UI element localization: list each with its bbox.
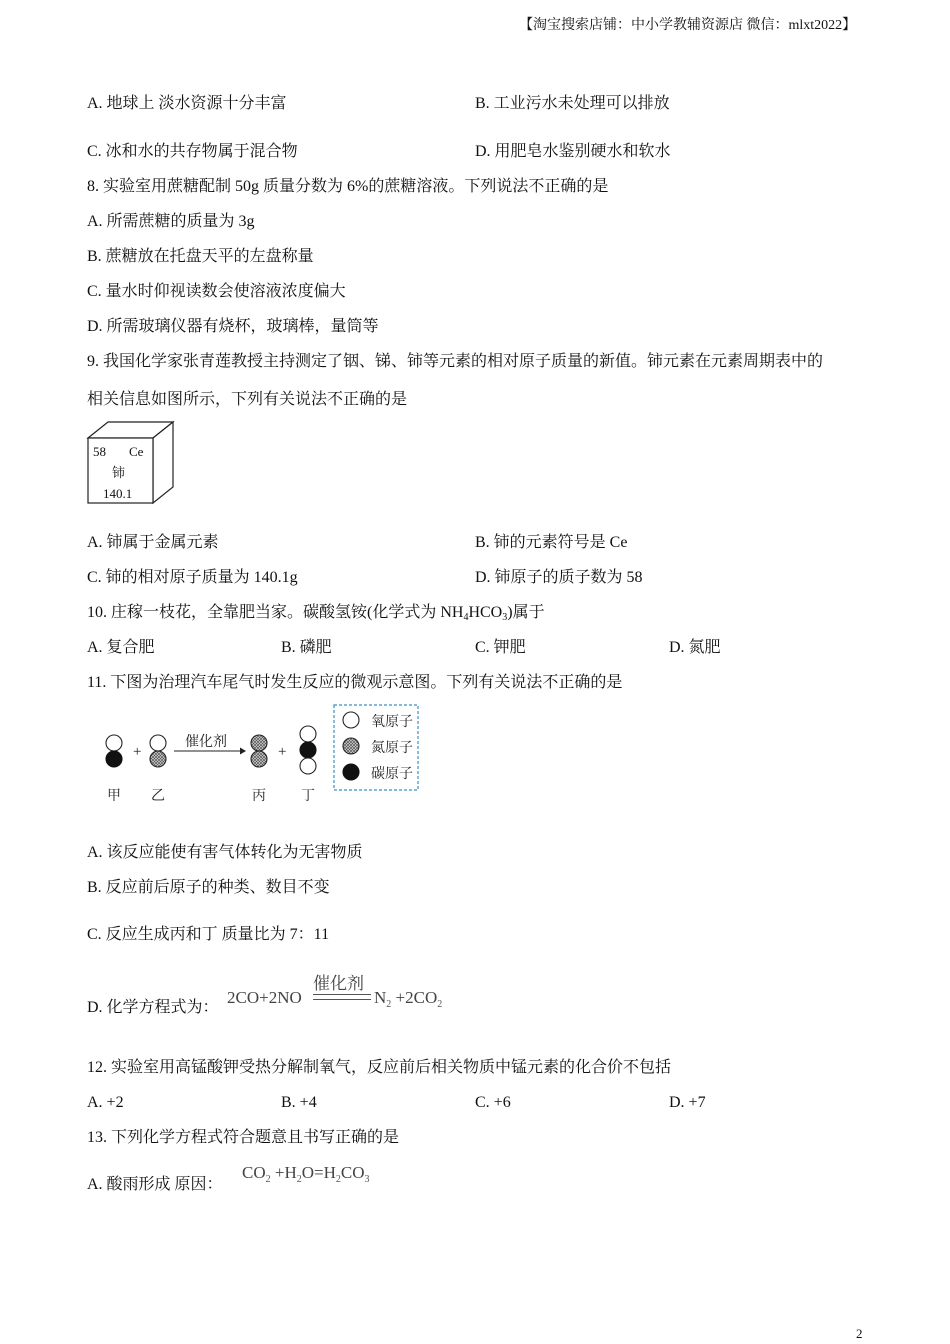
element-cell-figure — [86, 420, 178, 508]
eq13-co3-sub: 3 — [364, 1174, 370, 1185]
eq13-co: CO — [242, 1163, 266, 1182]
q11-option-d-equation-left: 2CO+2NO — [227, 988, 302, 1007]
q8-option-b: B. 蔗糖放在托盘天平的左盘称量 — [87, 248, 314, 265]
molecule-co — [106, 735, 122, 767]
legend-carbon-label: 碳原子 — [371, 767, 413, 782]
q9-option-d: D. 铈原子的质子数为 58 — [475, 569, 643, 586]
eq13-co-sub: 2 — [265, 1174, 271, 1185]
molecule-n2 — [251, 735, 267, 767]
legend-oxygen-symbol — [343, 712, 359, 728]
reaction-diagram — [90, 700, 430, 810]
q11-option-c: C. 反应生成丙和丁 质量比为 7：11 — [87, 926, 330, 943]
q9-stem-line1: 9. 我国化学家张青莲教授主持测定了铟、锑、铈等元素的相对原子质量的新值。铈元素在元素周期表中的 — [87, 353, 824, 370]
catalyst-label: 催化剂 — [185, 735, 227, 750]
q12-option-a: A. +2 — [87, 1094, 124, 1111]
q8-option-a: A. 所需蔗糖的质量为 3g — [87, 213, 255, 230]
legend-nitrogen-label: 氮原子 — [371, 741, 413, 756]
element-name: 铈 — [112, 465, 126, 480]
eq13-co3: CO — [340, 1163, 365, 1182]
element-symbol: Ce — [129, 444, 144, 459]
q11-option-d-equals-sign — [313, 994, 371, 1000]
q9-option-a: A. 铈属于金属元素 — [87, 534, 219, 551]
legend-oxygen-label: 氧原子 — [371, 715, 413, 730]
q13-stem: 13. 下列化学方程式符合题意且书写正确的是 — [87, 1129, 400, 1146]
q10-option-c: C. 钾肥 — [475, 639, 526, 656]
q12-option-b: B. +4 — [281, 1094, 317, 1111]
label-bing: 丙 — [252, 789, 266, 804]
page-number: 2 — [856, 1326, 863, 1341]
element-number: 58 — [93, 444, 106, 459]
q9-option-c: C. 铈的相对原子质量为 140.1g — [87, 569, 298, 586]
q8-option-c: C. 量水时仰视读数会使溶液浓度偏大 — [87, 283, 346, 300]
eq-n-sub: 2 — [386, 999, 392, 1010]
q11-option-d-catalyst: 催化剂 — [313, 974, 364, 993]
eq-n: N — [374, 988, 387, 1007]
q12-option-c: C. +6 — [475, 1094, 511, 1111]
q7-option-d: D. 用肥皂水鉴别硬水和软水 — [475, 143, 671, 160]
q10-stem — [87, 603, 545, 628]
q9-stem-line2: 相关信息如图所示，下列有关说法不正确的是 — [87, 391, 408, 408]
legend-nitrogen-symbol — [343, 738, 359, 754]
plus-sign-right: + — [278, 744, 287, 760]
q11-option-b: B. 反应前后原子的种类、数目不变 — [87, 879, 330, 896]
q10-stem-post: )属于 — [507, 604, 545, 621]
q7-option-a: A. 地球上 淡水资源十分丰富 — [87, 95, 287, 112]
q9-option-b: B. 铈的元素符号是 Ce — [475, 534, 628, 551]
page-header: 【淘宝搜索店铺：中小学教辅资源店 微信：mlxt2022】 — [519, 18, 857, 33]
q10-stem-mid: HCO — [468, 604, 503, 621]
q10-stem-sub: 4 — [463, 612, 469, 623]
q12-stem: 12. 实验室用高锰酸钾受热分解制氧气，反应前后相关物质中锰元素的化合价不包括 — [87, 1059, 672, 1076]
q8-option-d: D. 所需玻璃仪器有烧杯，玻璃棒，量筒等 — [87, 318, 379, 335]
eq-co-sub: 2 — [437, 999, 443, 1010]
q10-option-d: D. 氮肥 — [669, 639, 721, 656]
plus-sign-left: + — [133, 744, 142, 760]
molecule-co2 — [300, 726, 316, 774]
q10-stem-pre: 10. 庄稼一枝花，全靠肥当家。碳酸氢铵(化学式为 NH — [87, 604, 464, 621]
q10-stem-sub2: 3 — [502, 612, 508, 623]
eq13-o-eq-h: O=H — [301, 1163, 336, 1182]
eq13-h2-sub: 2 — [335, 1174, 341, 1185]
label-ding: 丁 — [301, 789, 315, 804]
q10-option-a: A. 复合肥 — [87, 639, 155, 656]
q7-option-c: C. 冰和水的共存物属于混合物 — [87, 143, 298, 160]
eq-plus-co: +2CO — [391, 988, 438, 1007]
q12-option-d: D. +7 — [669, 1094, 706, 1111]
eq13-h-sub: 2 — [296, 1174, 302, 1185]
q11-stem: 11. 下图为治理汽车尾气时发生反应的微观示意图。下列有关说法不正确的是 — [87, 674, 623, 691]
q10-option-b: B. 磷肥 — [281, 639, 332, 656]
q11-option-d-equation-right — [374, 988, 442, 1010]
q11-option-d-label: D. 化学方程式为： — [87, 999, 219, 1016]
q11-option-a: A. 该反应能使有害气体转化为无害物质 — [87, 844, 363, 861]
element-mass: 140.1 — [103, 486, 133, 501]
eq13-plus-h: +H — [270, 1163, 297, 1182]
label-jia: 甲 — [107, 789, 121, 804]
molecule-no — [150, 735, 166, 767]
q8-stem: 8. 实验室用蔗糖配制 50g 质量分数为 6%的蔗糖溶液。下列说法不正确的是 — [87, 178, 609, 195]
q13-option-a-equation — [242, 1163, 370, 1185]
label-yi: 乙 — [151, 789, 165, 804]
legend-carbon-symbol — [343, 764, 359, 780]
q7-option-b: B. 工业污水未处理可以排放 — [475, 95, 670, 112]
q13-option-a-label: A. 酸雨形成 原因： — [87, 1176, 223, 1193]
